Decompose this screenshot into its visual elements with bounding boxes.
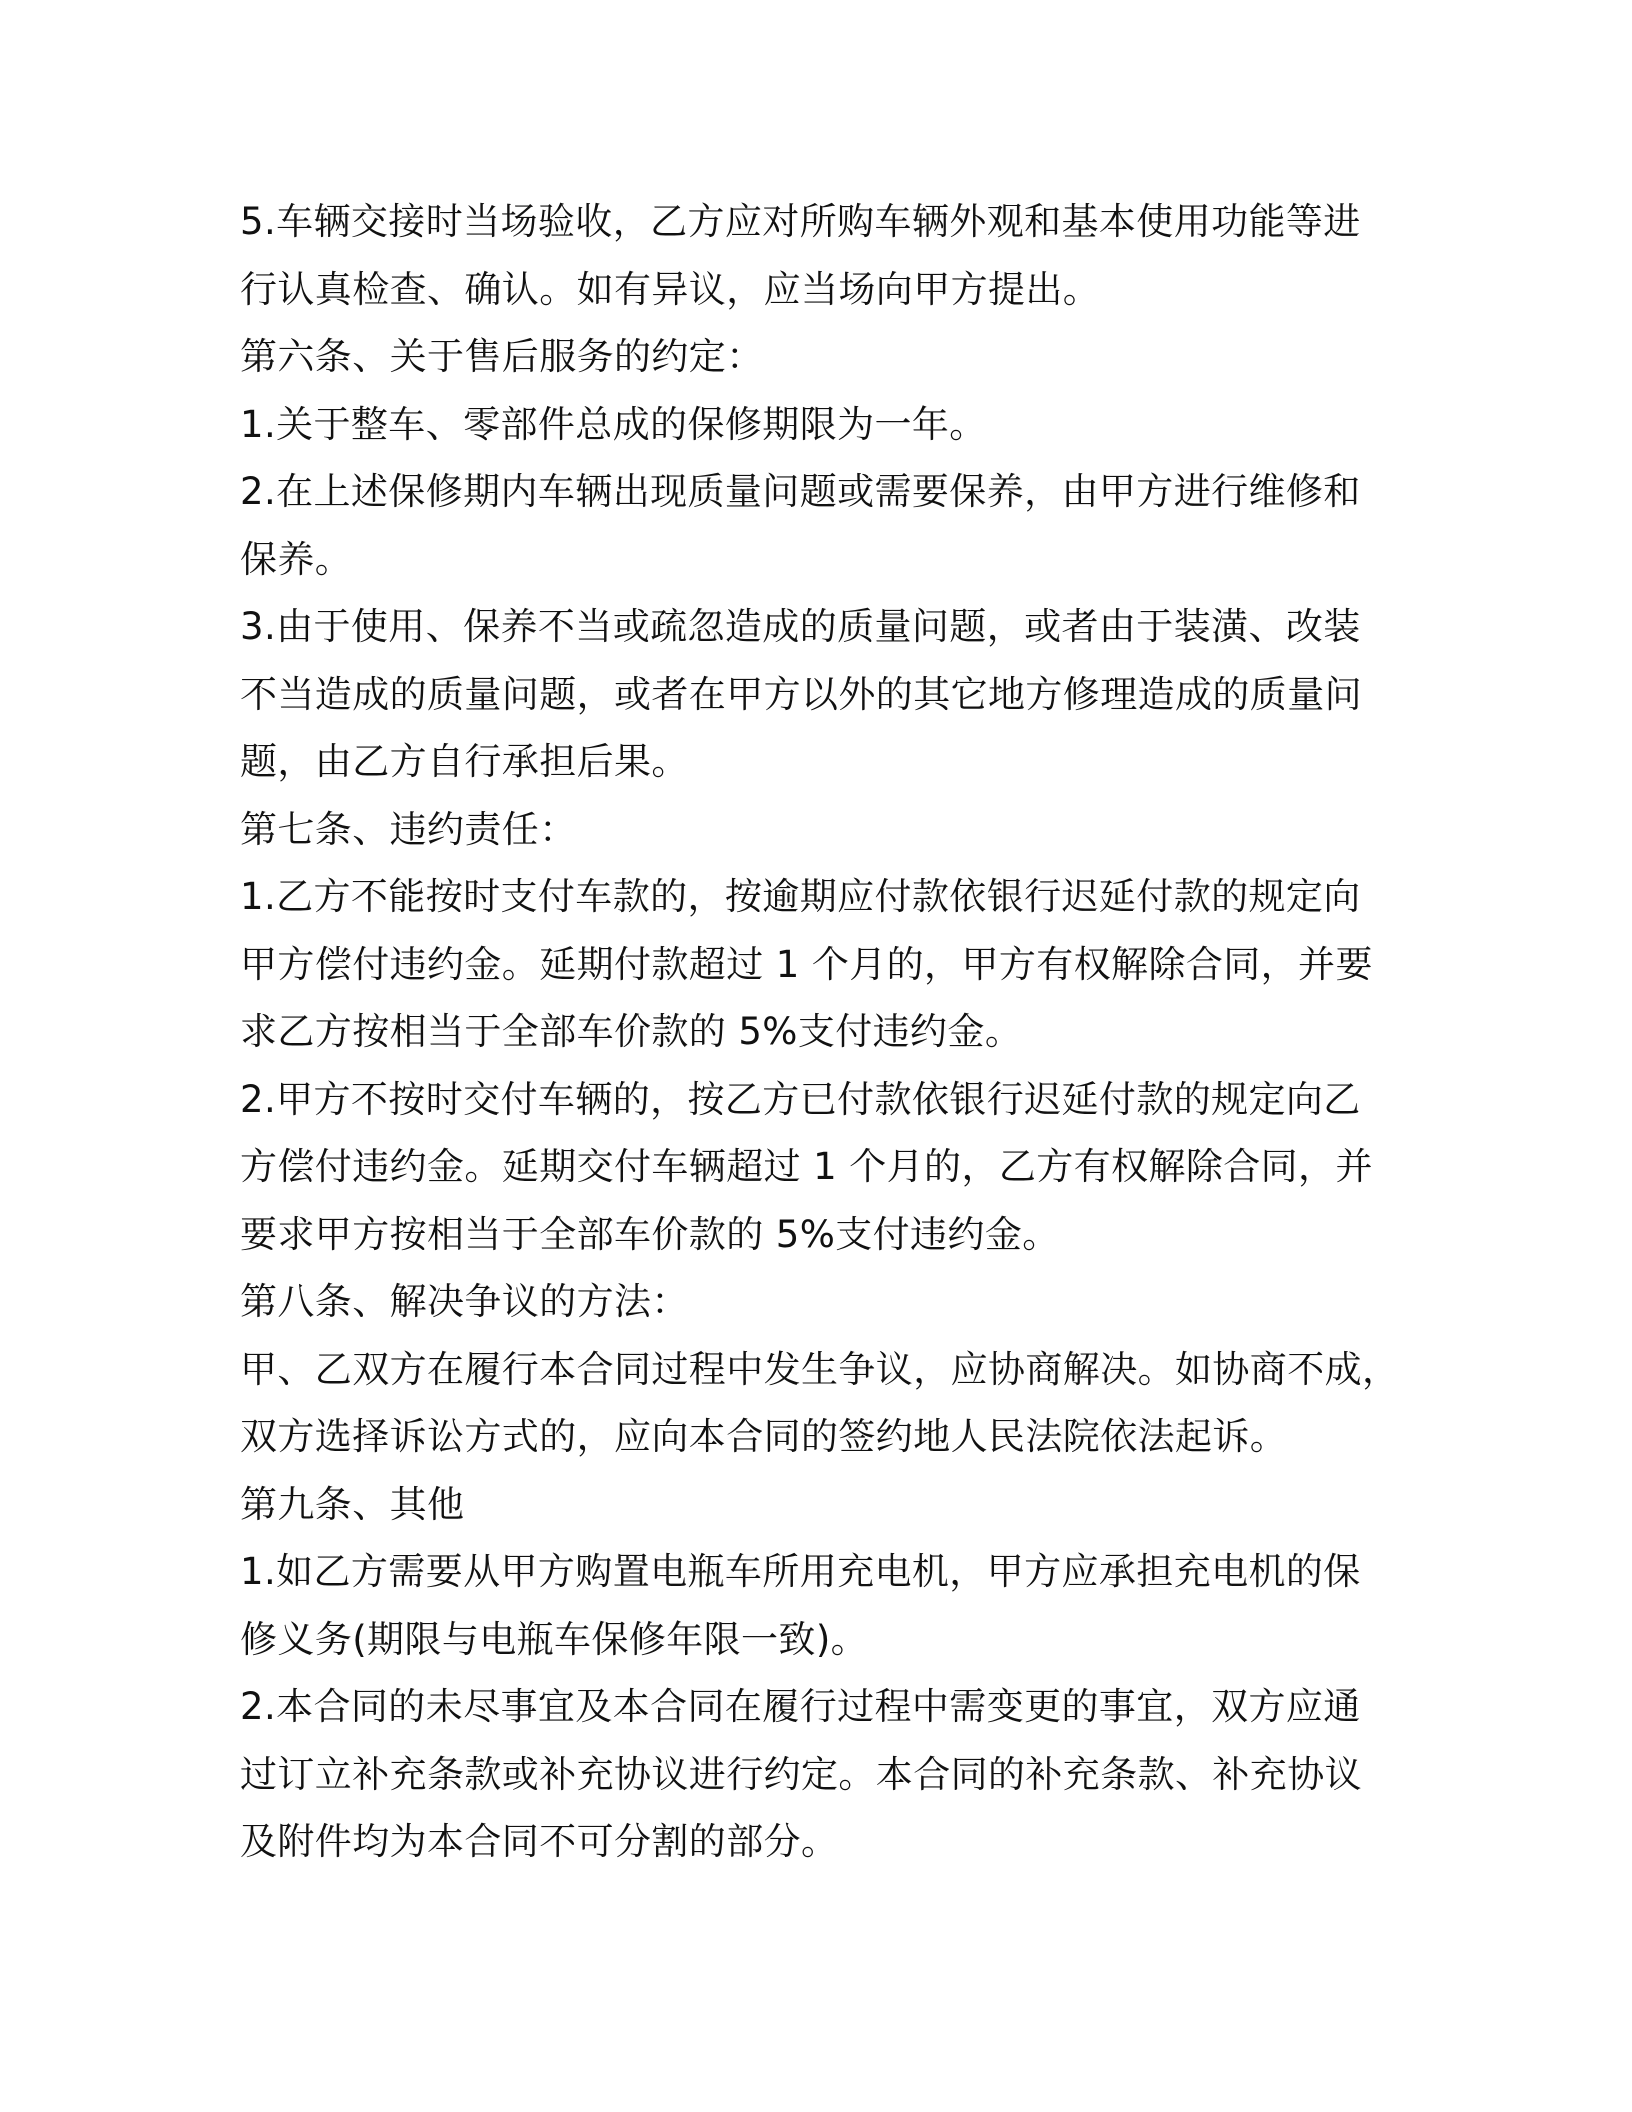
text-line: 2.甲方不按时交付车辆的，按乙方已付款依银行迟延付款的规定向乙	[240, 1077, 1361, 1121]
section-heading: 第八条、解决争议的方法：	[240, 1280, 689, 1323]
text-line: 5.车辆交接时当场验收，乙方应对所购车辆外观和基本使用功能等进	[240, 200, 1361, 243]
text-line: 要求甲方按相当于全部车价款的 5%支付违约金。	[240, 1212, 1060, 1256]
text-line: 方偿付违约金。延期交付车辆超过 1 个月的，乙方有权解除合同，并	[240, 1145, 1373, 1188]
text-line: 及附件均为本合同不可分割的部分。	[240, 1820, 839, 1863]
text-line: 2.本合同的未尽事宜及本合同在履行过程中需变更的事宜，双方应通	[240, 1685, 1361, 1728]
text-line: 不当造成的质量问题，或者在甲方以外的其它地方修理造成的质量问	[240, 672, 1362, 716]
text-line: 求乙方按相当于全部车价款的 5%支付违约金。	[240, 1010, 1023, 1053]
text-line: 甲方偿付违约金。延期付款超过 1 个月的，甲方有权解除合同，并要	[240, 942, 1373, 986]
text-line: 修义务(期限与电瓶车保修年限一致)。	[240, 1617, 869, 1661]
text-line: 2.在上述保修期内车辆出现质量问题或需要保养，由甲方进行维修和	[240, 470, 1361, 513]
section-heading: 第七条、违约责任：	[240, 807, 577, 851]
text-line: 1.乙方不能按时支付车款的，按逾期应付款依银行迟延付款的规定向	[240, 875, 1361, 918]
text-line: 1.如乙方需要从甲方购置电瓶车所用充电机，甲方应承担充电机的保	[240, 1550, 1361, 1593]
text-line: 1.关于整车、零部件总成的保修期限为一年。	[240, 402, 987, 446]
text-line: 行认真检查、确认。如有异议，应当场向甲方提出。	[240, 267, 1101, 311]
text-line: 甲、乙双方在履行本合同过程中发生争议，应协商解决。如协商不成，	[240, 1347, 1400, 1391]
document-body	[240, 188, 1400, 1876]
text-line: 过订立补充条款或补充协议进行约定。本合同的补充条款、补充协议	[240, 1752, 1362, 1796]
text-line: 保养。	[240, 537, 353, 581]
section-heading: 第九条、其他	[240, 1482, 465, 1526]
section-heading: 第六条、关于售后服务的约定：	[240, 335, 764, 378]
text-line: 题，由乙方自行承担后果。	[240, 740, 689, 783]
text-line: 双方选择诉讼方式的，应向本合同的签约地人民法院依法起诉。	[240, 1415, 1288, 1458]
text-line: 3.由于使用、保养不当或疏忽造成的质量问题，或者由于装潢、改装	[240, 605, 1361, 648]
